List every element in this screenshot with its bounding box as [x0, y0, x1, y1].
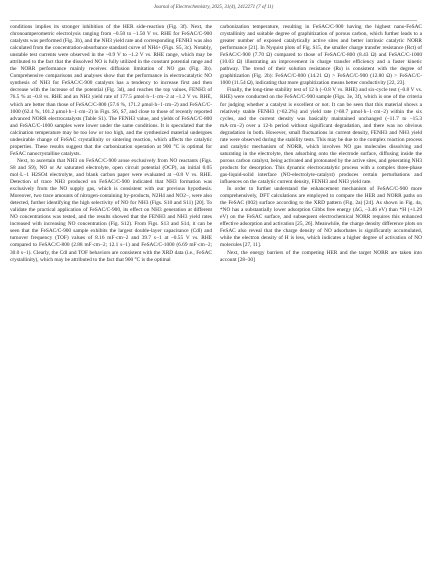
right-text-column: [220, 24, 422, 264]
right-paragraph-4: Next, the energy barriers of the competing HER and the target NORR are taken into account [28–30]: [220, 249, 422, 263]
journal-running-header: Journal of Electrochemistry, 2025, 31(4), 2412271 (7 of 11): [153, 5, 274, 10]
left-paragraph-1: conditions implies its stronger inhibition of the HER side-reaction (Fig. 3f). Next, the chronoamperometric electrolysis ranging from –0.50 to –1.50 V vs. RHE for FeSAC/C-900 catalysts was performed (Fig. 3b), and the NH3 yield rate and corresponding FENH3 was also calculated from the concentration-absorbance standard curve of NH4+ (Figs. S5, 3c). Notably, unstable test currents were observed in the –0.9 V to –1.2 V vs. RHE range, which may be attributed to the fact that the dissolved NO is fully utilized in the constant potential range and the NORR performance mainly receives diffusion limitation of NO gas (Fig. 3b). Comprehensive comparisons and analyses show that the performance in electrocatalytic NO synthesis of NH3 for FeSAC/C-900 catalysts has a tendency to increase first and then decrease with the increase of the potential (Fig. 3d), and reaches the top values, FENH3 of 76.5 % at –0.8 vs. RHE and an NH3 yield rate of 177.5 μmol·h−1·cm−2 at –1.2 V vs. RHE, which are better than those of FeSAC/C-800 (57.6 %, 171.2 μmol·h−1·cm−2) and FeSAC/C-1000 (62.4 %, 101.2 μmol·h−1·cm−2) in Figs. S6, S7, and close to those of recently reported advanced NORR electrocatalysts (Table S1). The FENH3 value, and yields of FeSAC/C-800 and FeSAC/C-1000 samples were lower under the same conditions. It is speculated that the calcination temperature may be too low or too high, and the synthesized material undergoes undesirable change of FeSAC crystallinity or sintering reaction, which affects the catalytic properties. These results suggest that the carbonization operation at 900 °C is optimal for FeSAC nanocrystalline catalysts.: [10, 24, 212, 157]
right-paragraph-1: carbonization temperature, resulting in FeSAC/C-900 having the highest nano-FeSAC crystallinity and suitable degree of graphitization of porous carbon, which further leads to a greater number of exposed catalytically active sites and better intrinsic catalytic NORR performance [21]. In Nyquist plots of Fig. S15, the smaller charge transfer resistance (Rct) of FeSAC/C-900 (7.70 Ω) compared to those of FeSAC/C-800 (8.43 Ω) and FeSAC/C-1000 (10.03 Ω) illustrating an improvement in charge transfer efficiency and a faster kinetic pathway. The trend of their solution resistance (Rs) is consistent with the degree of graphitization (Fig. 2b): FeSAC/C-800 (14.21 Ω) > FeSAC/C-900 (12.80 Ω) > FeSAC/C-1000 (11.54 Ω), indicating that more graphitization means better conductivity [22, 23].: [220, 24, 422, 87]
right-paragraph-2: Finally, the long-time stability test of 12 h (–0.8 V vs. RHE) and six-cycle test (–0.8 V vs. RHE) were conducted on the FeSAC/C-900 sample (Figs. 3e, 3f), which is one of the criteria for judging whether a catalyst is excellent or not. It can be seen that this material shows a relatively stable FENH3 (>62.2%) and yield rate (>68.7 μmol·h−1·cm−2) within the six cycles, and the current density was basically maintained unchanged (–11.7 to –15.3 mA·cm−2) over a 12-h period without significant degradation, and there was no obvious degradation in both. However, small fluctuations in current density, FENH3 and NH3 yield rate were observed during the stability tests. This may be due to the complex reaction process and catalytic mechanism of NORR, which involves NO gas molecules dissolving and saturating in the electrolyte, then adsorbing onto the electrode surface, diffusing inside the porous carbon catalyst, being activated and protonated by the active sites, and generating NH3 products for desorption. This dynamic electrocatalytic process with a complex three-phase gas-liquid-solid interface (NO-electrolyte-catalyst) produces certain perturbations and influences on the catalytic current density, FENH3 and NH3 yield rate.: [220, 87, 422, 186]
right-paragraph-3: In order to further understand the enhancement mechanism of FeSAC/C-900 more comprehensively, DFT calculations are employed to compare the HER and NORR paths on the FeSAC (002) surface according to the XRD pattern (Fig. 2a) [24]. As shown in Fig. 4a, *NO has a substantially lower adsorption Gibbs free energy (ΔG, –3.46 eV) than *H (+1.29 eV) on the FeSAC surface, and subsequent electrochemical NORR requires this enhanced effective adsorption and activation [25, 26]. Meanwhile, the charge density difference plots on FeSAC also reveal that the charge density of NO adsorbates is significantly accumulated, while the electron density of H is less, which indicates a higher degree of activation of NO molecules [27, 11].: [220, 186, 422, 249]
left-text-column: [10, 24, 212, 264]
header-divider: [10, 20, 417, 21]
left-paragraph-2: Next, to ascertain that NH3 on FeSAC/C-900 arose exclusively from NO reactants (Figs. S8 and S9), NO or Ar saturated electrolyte, open circuit potential (OCP), an initial 0.05 mol·L−1 H2SO4 electrolyte, and blank carbon paper were evaluated at –0.8 V vs. RHE. Detection of trace NH3 produced on FeSAC/C-900 indicated that NH3 formation was exclusively from the NO supply gas, which is consistent with our previous hypothesis. Moreover, two trace amounts of nitrogen-containing by-products, N2H4 and NO2−, were also detected, further identifying the high selectivity of NO for NH3 (Figs. S10 and S11) [20]. To validate the practical application of FeSAC/C-900, its effect on NH3 generation at different NO concentrations was tested, and the results showed that the FENH3 and NH3 yield rates increased with increasing NO concentration (Fig. S12). From Figs. S13 and S14, it can be seen that the FeSAC/C-900 sample exhibits the largest double-layer capacitance (Cdl) and turnover frequency (TOF) values of 8.16 mF·cm−2 and 39.7 s−1 at –0.55 V vs. RHE compared to FeSAC/C-800 (2.88 mF·cm−2; 12.1 s−1) and FeSAC/C-1000 (6.69 mF·cm−2; 30.0 s−1). Clearly, the Cdl and TOF behaviors are consistent with the XRD data (i.e., FeSAC crystallinity), which may be attributed to the fact that 900 °C is the optimal: [10, 157, 212, 263]
